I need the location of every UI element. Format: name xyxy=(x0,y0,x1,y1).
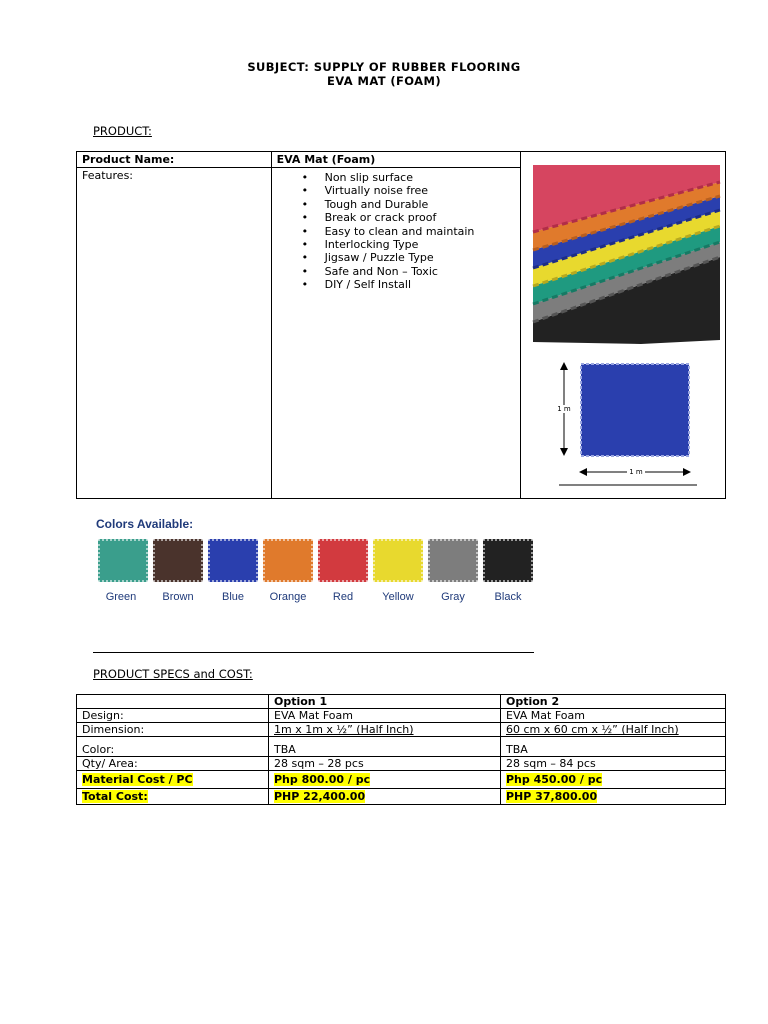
product-name-value: EVA Mat (Foam) xyxy=(271,152,521,168)
product-name-label: Product Name: xyxy=(77,152,272,168)
table-row xyxy=(77,723,726,737)
feature-item: • Jigsaw / Puzzle Type xyxy=(325,251,516,264)
specs-section-label: PRODUCT SPECS and COST: xyxy=(93,667,253,681)
feature-item: • Tough and Durable xyxy=(325,198,516,211)
arrow-up-icon xyxy=(560,362,568,370)
total-cost-option1: PHP 22,400.00 xyxy=(274,790,366,803)
feature-item: • Easy to clean and maintain xyxy=(325,225,516,238)
feature-item: • Virtually noise free xyxy=(325,184,516,197)
material-cost-option1: Php 800.00 / pc xyxy=(274,773,371,786)
feature-item: • Safe and Non – Toxic xyxy=(325,265,516,278)
product-section-label: PRODUCT: xyxy=(93,124,152,138)
feature-item: • DIY / Self Install xyxy=(325,278,516,291)
feature-item: • Non slip surface xyxy=(325,171,516,184)
row-label: Color: xyxy=(77,737,269,757)
material-cost-label: Material Cost / PC xyxy=(82,773,193,786)
total-cost-label: Total Cost: xyxy=(82,790,148,803)
subject-subtitle: EVA MAT (FOAM) xyxy=(327,74,441,88)
features-label: Features: xyxy=(77,168,272,499)
specs-header-blank xyxy=(77,695,269,709)
option1-cell: TBA xyxy=(269,737,501,757)
features-cell xyxy=(271,168,521,499)
section-divider xyxy=(93,652,534,653)
color-label-brown: Brown xyxy=(162,591,194,603)
table-row xyxy=(77,771,726,789)
option1-cell: 1m x 1m x ½” (Half Inch) xyxy=(269,723,501,737)
swatch-blue xyxy=(208,539,258,582)
color-label-blue: Blue xyxy=(221,591,245,603)
color-label-yellow: Yellow xyxy=(382,591,414,603)
feature-item: • Interlocking Type xyxy=(325,238,516,251)
row-label: Design: xyxy=(77,709,269,723)
swatch-orange xyxy=(263,539,313,582)
row-label: Dimension: xyxy=(77,723,269,737)
features-list xyxy=(277,171,516,292)
color-label-orange: Orange xyxy=(269,591,307,603)
option2-header: Option 2 xyxy=(501,695,726,709)
table-row xyxy=(77,737,726,757)
swatch-yellow xyxy=(373,539,423,582)
arrow-right-icon xyxy=(683,468,691,476)
color-label-red: Red xyxy=(332,591,354,603)
product-table xyxy=(76,151,726,499)
feature-item: • Break or crack proof xyxy=(325,211,516,224)
swatch-brown xyxy=(153,539,203,582)
table-row xyxy=(77,709,726,723)
table-row xyxy=(77,789,726,805)
option1-cell: 28 sqm – 28 pcs xyxy=(269,757,501,771)
dimension-horizontal-label: 1 m xyxy=(629,468,643,476)
option2-cell: EVA Mat Foam xyxy=(501,709,726,723)
option1-cell: EVA Mat Foam xyxy=(269,709,501,723)
option1-header: Option 1 xyxy=(269,695,501,709)
subject-title: SUBJECT: SUPPLY OF RUBBER FLOORING xyxy=(247,60,521,74)
product-image-cell xyxy=(521,152,726,499)
arrow-down-icon xyxy=(560,448,568,456)
option2-cell: 28 sqm – 84 pcs xyxy=(501,757,726,771)
color-label-gray: Gray xyxy=(441,591,465,603)
swatch-green xyxy=(98,539,148,582)
blue-tile-image xyxy=(581,364,689,456)
material-cost-option2: Php 450.00 / pc xyxy=(506,773,603,786)
row-label: Qty/ Area: xyxy=(77,757,269,771)
swatch-red xyxy=(318,539,368,582)
color-label-green: Green xyxy=(105,591,137,603)
total-cost-option2: PHP 37,800.00 xyxy=(506,790,598,803)
stacked-mats-image xyxy=(521,152,731,498)
mat-stack xyxy=(533,165,720,344)
specs-table xyxy=(76,694,726,805)
swatch-black xyxy=(483,539,533,582)
table-row xyxy=(77,757,726,771)
option2-cell: 60 cm x 60 cm x ½” (Half Inch) xyxy=(501,723,726,737)
arrow-left-icon xyxy=(579,468,587,476)
option2-cell: TBA xyxy=(501,737,726,757)
color-label-black: Black xyxy=(494,591,522,603)
colors-available-title: Colors Available: xyxy=(96,517,194,531)
swatch-gray xyxy=(428,539,478,582)
dimension-vertical-label: 1 m xyxy=(557,405,571,413)
